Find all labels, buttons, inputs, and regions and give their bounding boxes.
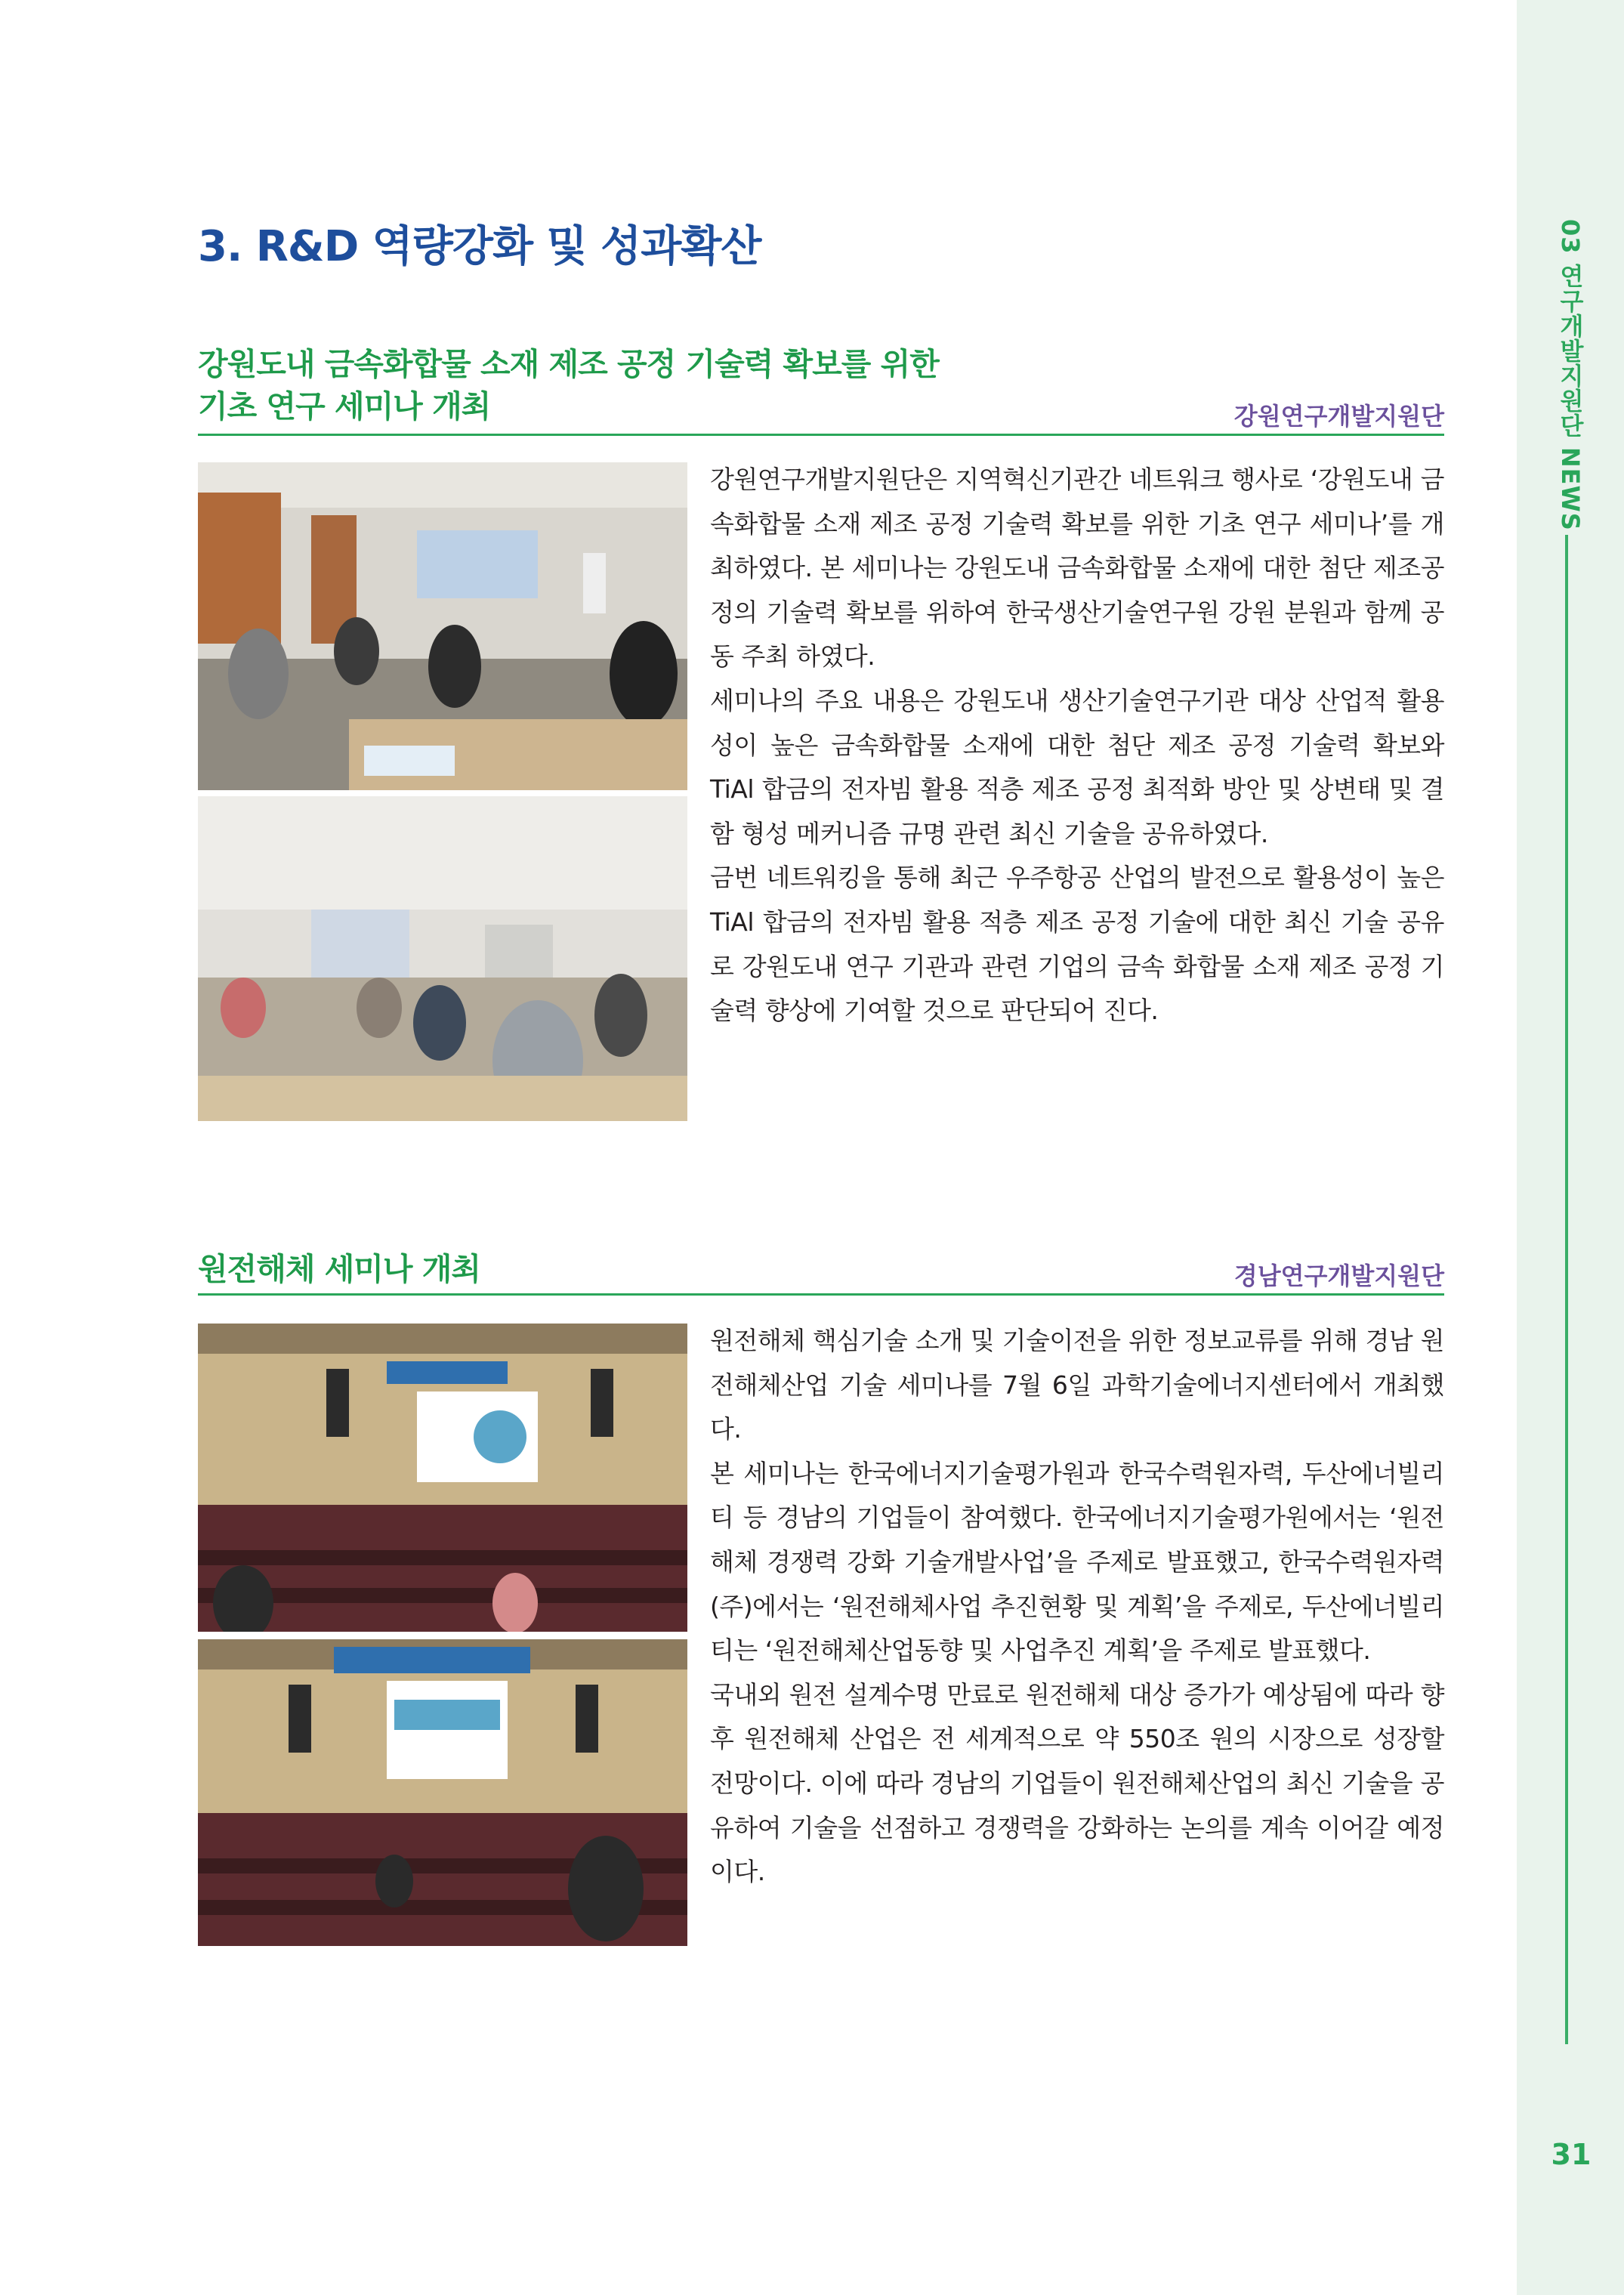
- article-1-paragraph-3: 금번 네트워킹을 통해 최근 우주항공 산업의 발전으로 활용성이 높은 TiAl 합금의 전자빔 활용 적층 제조 공정 기술에 대한 최신 기술 공유로 강원도내 연구 기관과 관련 기업의 금속 화합물 소재 제조 공정 기술력 향상에 기여할 것으로 판단되어 진다.: [710, 863, 1444, 1026]
- article-1-divider: [198, 434, 1444, 436]
- article-1-body: [710, 458, 1444, 1033]
- section-title: 3. R&D 역량강화 및 성과확산: [198, 222, 761, 271]
- article-1-photo-1: [198, 462, 687, 790]
- article-2-photo-2: [198, 1639, 687, 1946]
- sidebar-divider: [1565, 535, 1568, 2044]
- article-1-paragraph-1: 강원연구개발지원단은 지역혁신기관간 네트워크 행사로 ‘강원도내 금속화합물 소재 제조 공정 기술력 확보를 위한 기초 연구 세미나’를 개최하였다. 본 세미나는 강원도내 금속화합물 소재에 대한 첨단 제조공정의 기술력 확보를 위하여 한국생산기술연구원 강원 분원과 함께 공동 주최 하였다.: [710, 465, 1444, 672]
- sidebar-label: 03 연구개발지원단 NEWS: [1556, 219, 1585, 531]
- article-2-paragraph-2: 본 세미나는 한국에너지기술평가원과 한국수력원자력, 두산에너빌리티 등 경남의 기업들이 참여했다. 한국에너지기술평가원에서는 ‘원전해체 경쟁력 강화 기술개발사업’을 주제로 발표했고, 한국수력원자력(주)에서는 ‘원전해체사업 추진현황 및 계획’을 주제로, 두산에너빌리티는 ‘원전해체산업동향 및 사업추진 계획’을 주제로 발표했다.: [710, 1458, 1444, 1666]
- article-2-divider: [198, 1293, 1444, 1296]
- article-2-title: [198, 1248, 480, 1290]
- page-number: 31: [1551, 2138, 1592, 2171]
- article-1-organization: 강원연구개발지원단: [1233, 402, 1444, 431]
- article-2-paragraph-3: 국내외 원전 설계수명 만료로 원전해체 대상 증가가 예상됨에 따라 향후 원전해체 산업은 전 세계적으로 약 550조 원의 시장으로 성장할 전망이다. 이에 따라 경남의 기업들이 원전해체산업의 최신 기술을 공유하여 기술을 선점하고 경쟁력을 강화하는 논의를 계속 이어갈 예정이다.: [710, 1679, 1444, 1887]
- article-1-paragraph-2: 세미나의 주요 내용은 강원도내 생산기술연구기관 대상 산업적 활용성이 높은 금속화합물 소재에 대한 첨단 제조 공정 기술력 확보와 TiAl 합금의 전자빔 활용 적층 제조 공정 최적화 방안 및 상변태 및 결함 형성 메커니즘 규명 관련 최신 기술을 공유하였다.: [710, 685, 1444, 848]
- article-2-paragraph-1: 원전해체 핵심기술 소개 및 기술이전을 위한 정보교류를 위해 경남 원전해체산업 기술 세미나를 7월 6일 과학기술에너지센터에서 개최했다.: [710, 1326, 1444, 1444]
- article-2-body: [710, 1319, 1444, 1895]
- article-2-photo-1: [198, 1324, 687, 1632]
- article-2-title-line-1: 원전해체 세미나 개최: [198, 1251, 481, 1287]
- article-2-organization: 경남연구개발지원단: [1233, 1262, 1444, 1290]
- article-1-photo-2: [198, 796, 687, 1121]
- article-1-title-line-1: 강원도내 금속화합물 소재 제조 공정 기술력 확보를 위한: [198, 346, 939, 382]
- article-1-title: [198, 343, 939, 428]
- article-1-title-line-2: 기초 연구 세미나 개최: [198, 388, 491, 425]
